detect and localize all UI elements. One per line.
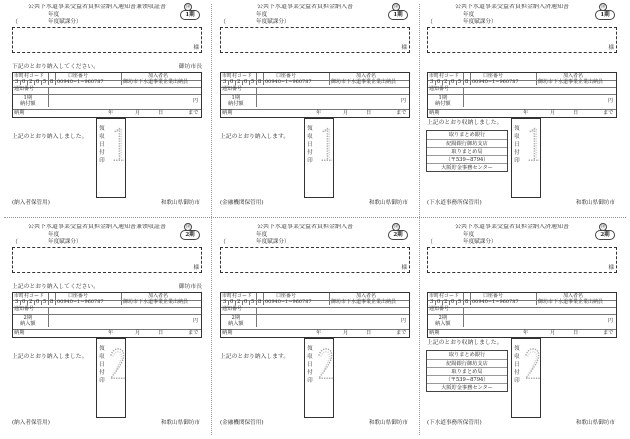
payment-slip xyxy=(423,224,621,428)
open-paren: （ xyxy=(12,239,19,246)
city-code-digit: 5 xyxy=(251,79,255,85)
bank-line: 取りまとめ局 xyxy=(427,367,507,375)
bank-line: 大阪貯金事務センター xyxy=(427,163,507,171)
installment-number: 2期 納入額 xyxy=(435,315,451,327)
month-unit: 月 xyxy=(135,330,141,336)
city-code-digit: 8 xyxy=(258,79,262,85)
bank-line: 紀陽銀行御坊支店 xyxy=(427,359,507,367)
copy-holder-label: (納入者保管用) xyxy=(12,200,50,206)
payee-name: 御坊市下水道事業企業出納員 xyxy=(331,79,397,85)
payment-info-table xyxy=(12,72,202,118)
instruction-text: 上記のとおり納入してください。 xyxy=(12,284,99,290)
city-code-digit: 8 xyxy=(258,299,262,305)
month-unit: 月 xyxy=(550,330,556,336)
honorific-sama: 様 xyxy=(193,264,199,271)
issuer-city: 和歌山県御坊市 xyxy=(368,200,408,206)
city-code-digit: 2 xyxy=(29,299,33,305)
city-code-header: 市町村コード xyxy=(222,73,253,79)
fiscal-year-label: 年度 xyxy=(463,232,475,238)
installment-badge: 1期 xyxy=(595,10,615,20)
fiscal-year-label: 年度 xyxy=(463,12,475,18)
day-unit: 日 xyxy=(573,110,579,116)
open-paren: （ xyxy=(220,239,227,246)
city-code-digit: 2 xyxy=(29,79,33,85)
received-text: 上記のとおり納入します。 xyxy=(220,134,290,140)
receipt-stamp-label: 領収日付印 xyxy=(99,126,105,164)
city-code-digit: 0 xyxy=(451,299,455,305)
receipt-stamp-label: 領収日付印 xyxy=(514,346,520,384)
seal-mark: ㊞ xyxy=(600,5,606,10)
city-code-digit: 0 xyxy=(36,79,40,85)
installment-badge: 2期 xyxy=(595,230,615,240)
day-unit: 日 xyxy=(158,330,164,336)
payment-slip xyxy=(216,4,414,208)
city-code-header: 市町村コード xyxy=(429,73,460,79)
city-code-digit: 3 xyxy=(223,299,227,305)
fiscal-year-levy-label: 年度賦課分） xyxy=(256,239,290,245)
seal-mark: ㊞ xyxy=(393,225,399,230)
city-code-digit: 5 xyxy=(458,79,462,85)
bank-line: （〒539−8794） xyxy=(427,155,507,163)
seal-mark: ㊞ xyxy=(600,225,606,230)
installment-badge: 2期 xyxy=(388,230,408,240)
city-code-header: 市町村コード xyxy=(14,293,45,299)
payee-name: 御坊市下水道事業企業出納員 xyxy=(538,299,604,305)
fiscal-year-levy-label: 年度賦課分） xyxy=(463,239,497,245)
receipt-stamp-box xyxy=(511,118,541,198)
payee-header: 加入者名 xyxy=(563,73,584,79)
receipt-stamp-label: 領収日付印 xyxy=(307,346,313,384)
month-unit: 月 xyxy=(343,330,349,336)
year-unit: 年 xyxy=(316,110,322,116)
city-code-digit: 2 xyxy=(237,299,241,305)
receipt-stamp-label: 領収日付印 xyxy=(514,126,520,164)
account-number-header: 口座番号 xyxy=(483,73,504,79)
open-paren: （ xyxy=(427,19,434,26)
receipt-stamp-label: 領収日付印 xyxy=(307,126,313,164)
city-code-digit: 0 xyxy=(230,299,234,305)
payer-name-box xyxy=(220,27,410,53)
city-code-digit: 3 xyxy=(223,79,227,85)
city-code-header: 市町村コード xyxy=(222,293,253,299)
day-unit: 日 xyxy=(366,330,372,336)
due-date-label: 納期 xyxy=(222,110,233,116)
honorific-sama: 様 xyxy=(608,264,614,271)
account-number: 00940−1−960787 xyxy=(265,299,312,305)
fiscal-year-label: 年度 xyxy=(256,12,268,18)
installment-badge: 1期 xyxy=(180,10,200,20)
yen-unit: 円 xyxy=(400,98,406,104)
installment-number: 1期 納付額 xyxy=(435,95,451,107)
due-date-label: 納期 xyxy=(14,110,25,116)
receipt-stamp-box xyxy=(511,338,541,418)
account-number: 00940−1−960787 xyxy=(57,299,104,305)
year-unit: 年 xyxy=(523,110,529,116)
yen-unit: 円 xyxy=(607,318,613,324)
day-unit: 日 xyxy=(573,330,579,336)
honorific-sama: 様 xyxy=(401,44,407,51)
payee-header: 加入者名 xyxy=(148,73,169,79)
account-number: 00940−1−960787 xyxy=(472,79,519,85)
open-paren: （ xyxy=(220,19,227,26)
slip-title: 公共下水道事業受益者負担金納入済通知書 xyxy=(454,224,569,230)
account-number: 00940−1−960787 xyxy=(472,299,519,305)
cut-line xyxy=(211,4,212,435)
issuer-city: 和歌山県御坊市 xyxy=(368,420,408,426)
received-text: 上記のとおり納入しました。 xyxy=(12,354,88,360)
installment-number: 2期 納入額 xyxy=(20,315,36,327)
payment-info-table xyxy=(220,72,410,118)
notice-number-label: 通知番号 xyxy=(222,86,243,92)
issuer-mayor: 御坊市長 xyxy=(178,64,202,70)
honorific-sama: 様 xyxy=(193,44,199,51)
issuer-city: 和歌山県御坊市 xyxy=(160,200,200,206)
payee-header: 加入者名 xyxy=(356,73,377,79)
payee-name: 御坊市下水道事業企業出納員 xyxy=(123,79,189,85)
open-paren: （ xyxy=(12,19,19,26)
payee-header: 加入者名 xyxy=(356,293,377,299)
yen-unit: 円 xyxy=(192,98,198,104)
honorific-sama: 様 xyxy=(401,264,407,271)
yen-unit: 円 xyxy=(400,318,406,324)
copy-holder-label: (下水道事務所保管用) xyxy=(427,200,482,206)
month-unit: 月 xyxy=(135,110,141,116)
installment-number: 2期 納入額 xyxy=(228,315,244,327)
notice-number-label: 通知番号 xyxy=(14,86,35,92)
receipt-stamp-box xyxy=(304,338,334,418)
slip-title: 公共下水道事業受益者負担金納入通知書兼領収証書 xyxy=(27,4,166,10)
day-unit: 日 xyxy=(158,110,164,116)
due-date-label: 納期 xyxy=(14,330,25,336)
honorific-sama: 様 xyxy=(608,44,614,51)
copy-holder-label: (納入者保管用) xyxy=(12,420,50,426)
instruction-text: 下記のとおり納入してください。 xyxy=(12,64,99,70)
city-code-digit: 2 xyxy=(444,299,448,305)
account-number: 00940−1−960787 xyxy=(57,79,104,85)
bank-line: 取りまとめ銀行 xyxy=(448,132,486,138)
payee-header: 加入者名 xyxy=(563,293,584,299)
due-date-label: 納期 xyxy=(222,330,233,336)
city-code-digit: 8 xyxy=(50,79,54,85)
received-text: 上記のとおり収納しました。 xyxy=(427,120,503,126)
installment-watermark-digit xyxy=(523,345,542,385)
year-unit: 年 xyxy=(108,330,114,336)
city-code-digit: 0 xyxy=(22,79,26,85)
until-label: まで xyxy=(188,110,199,116)
seal-mark: ㊞ xyxy=(185,225,191,230)
cut-line xyxy=(419,4,420,435)
slip-title: 公共下水道事業受益者負担金納入書 xyxy=(256,4,353,10)
city-code-digit: 3 xyxy=(15,79,19,85)
slip-title: 公共下水道事業受益者負担金納入書 xyxy=(256,224,353,230)
city-code-digit: 8 xyxy=(50,299,54,305)
payer-name-box xyxy=(220,247,410,273)
account-number: 00940−1−960787 xyxy=(265,79,312,85)
city-code-header: 市町村コード xyxy=(429,293,460,299)
fiscal-year-levy-label: 年度賦課分） xyxy=(48,239,82,245)
installment-watermark-digit xyxy=(108,345,127,385)
notice-number-label: 通知番号 xyxy=(14,306,35,312)
bank-line: 紀陽銀行御坊支店 xyxy=(427,139,507,147)
city-code-digit: 5 xyxy=(251,299,255,305)
issuer-mayor: 御坊市長 xyxy=(178,284,202,290)
bank-line: 大阪貯金事務センター xyxy=(427,383,507,391)
until-label: まで xyxy=(188,330,199,336)
notice-number-label: 通知番号 xyxy=(429,86,450,92)
payer-name-box xyxy=(427,27,617,53)
city-code-digit: 0 xyxy=(244,299,248,305)
notice-number-label: 通知番号 xyxy=(429,306,450,312)
payee-header: 加入者名 xyxy=(148,293,169,299)
month-unit: 月 xyxy=(343,110,349,116)
year-unit: 年 xyxy=(523,330,529,336)
receipt-stamp-box xyxy=(96,118,126,198)
city-code-digit: 5 xyxy=(43,299,47,305)
fiscal-year-label: 年度 xyxy=(256,232,268,238)
receipt-stamp-box xyxy=(304,118,334,198)
city-code-digit: 0 xyxy=(36,299,40,305)
until-label: まで xyxy=(603,110,614,116)
received-text: 上記のとおり納入します。 xyxy=(220,354,290,360)
until-label: まで xyxy=(396,110,407,116)
due-date-label: 納期 xyxy=(429,110,440,116)
slip-title: 公共下水道事業受益者負担金納入済通知書 xyxy=(454,4,569,10)
account-number-header: 口座番号 xyxy=(68,293,89,299)
fiscal-year-label: 年度 xyxy=(48,12,60,18)
due-date-label: 納期 xyxy=(429,330,440,336)
city-code-digit: 2 xyxy=(444,79,448,85)
city-code-digit: 5 xyxy=(43,79,47,85)
payer-name-box xyxy=(12,247,202,273)
fiscal-year-label: 年度 xyxy=(48,232,60,238)
yen-unit: 円 xyxy=(192,318,198,324)
bank-line: 取りまとめ局 xyxy=(427,147,507,155)
fiscal-year-levy-label: 年度賦課分） xyxy=(463,19,497,25)
payer-name-box xyxy=(12,27,202,53)
installment-number: 1期 納付額 xyxy=(20,95,36,107)
bank-line: 取りまとめ銀行 xyxy=(448,352,486,358)
copy-holder-label: (下水道事務所保管用) xyxy=(427,420,482,426)
slip-title: 公共下水道事業受益者負担金納入通知書兼領収証書 xyxy=(27,224,166,230)
seal-mark: ㊞ xyxy=(393,5,399,10)
city-code-header: 市町村コード xyxy=(14,73,45,79)
installment-watermark-digit xyxy=(316,345,335,385)
installment-badge: 2期 xyxy=(180,230,200,240)
notice-number-label: 通知番号 xyxy=(222,306,243,312)
cut-line xyxy=(4,217,626,218)
payment-info-table xyxy=(220,292,410,338)
city-code-digit: 8 xyxy=(465,79,469,85)
collection-bank-box xyxy=(426,130,508,172)
city-code-digit: 0 xyxy=(451,79,455,85)
city-code-digit: 2 xyxy=(237,79,241,85)
payment-info-table xyxy=(12,292,202,338)
receipt-stamp-label: 領収日付印 xyxy=(99,346,105,384)
installment-watermark-digit xyxy=(523,125,542,165)
city-code-digit: 0 xyxy=(230,79,234,85)
received-text: 上記のとおり納入しました。 xyxy=(12,134,88,140)
payment-slip xyxy=(8,224,206,428)
city-code-digit: 0 xyxy=(437,79,441,85)
bank-line: （〒539−8794） xyxy=(427,375,507,383)
receipt-stamp-box xyxy=(96,338,126,418)
payee-name: 御坊市下水道事業企業出納員 xyxy=(538,79,604,85)
account-number-header: 口座番号 xyxy=(68,73,89,79)
city-code-digit: 8 xyxy=(465,299,469,305)
until-label: まで xyxy=(396,330,407,336)
city-code-digit: 5 xyxy=(458,299,462,305)
yen-unit: 円 xyxy=(607,98,613,104)
account-number-header: 口座番号 xyxy=(276,73,297,79)
issuer-city: 和歌山県御坊市 xyxy=(575,200,615,206)
until-label: まで xyxy=(603,330,614,336)
day-unit: 日 xyxy=(366,110,372,116)
issuer-city: 和歌山県御坊市 xyxy=(160,420,200,426)
account-number-header: 口座番号 xyxy=(276,293,297,299)
open-paren: （ xyxy=(427,239,434,246)
installment-number: 1期 納付額 xyxy=(228,95,244,107)
payee-name: 御坊市下水道事業企業出納員 xyxy=(123,299,189,305)
city-code-digit: 0 xyxy=(437,299,441,305)
installment-watermark-digit xyxy=(316,125,335,165)
month-unit: 月 xyxy=(550,110,556,116)
issuer-city: 和歌山県御坊市 xyxy=(575,420,615,426)
payment-info-table xyxy=(427,292,617,338)
copy-holder-label: (金融機関保管用) xyxy=(220,420,264,426)
received-text: 上記のとおり収納しました。 xyxy=(427,340,503,346)
year-unit: 年 xyxy=(108,110,114,116)
city-code-digit: 0 xyxy=(244,79,248,85)
city-code-digit: 3 xyxy=(430,299,434,305)
seal-mark: ㊞ xyxy=(185,5,191,10)
payment-slip xyxy=(8,4,206,208)
city-code-digit: 0 xyxy=(22,299,26,305)
account-number-header: 口座番号 xyxy=(483,293,504,299)
payee-name: 御坊市下水道事業企業出納員 xyxy=(331,299,397,305)
payment-slip xyxy=(423,4,621,208)
fiscal-year-levy-label: 年度賦課分） xyxy=(256,19,290,25)
city-code-digit: 3 xyxy=(430,79,434,85)
year-unit: 年 xyxy=(316,330,322,336)
collection-bank-box xyxy=(426,350,508,392)
payment-slip xyxy=(216,224,414,428)
payer-name-box xyxy=(427,247,617,273)
fiscal-year-levy-label: 年度賦課分） xyxy=(48,19,82,25)
copy-holder-label: (金融機関保管用) xyxy=(220,200,264,206)
payment-info-table xyxy=(427,72,617,118)
installment-badge: 1期 xyxy=(388,10,408,20)
installment-watermark-digit xyxy=(108,125,127,165)
city-code-digit: 3 xyxy=(15,299,19,305)
